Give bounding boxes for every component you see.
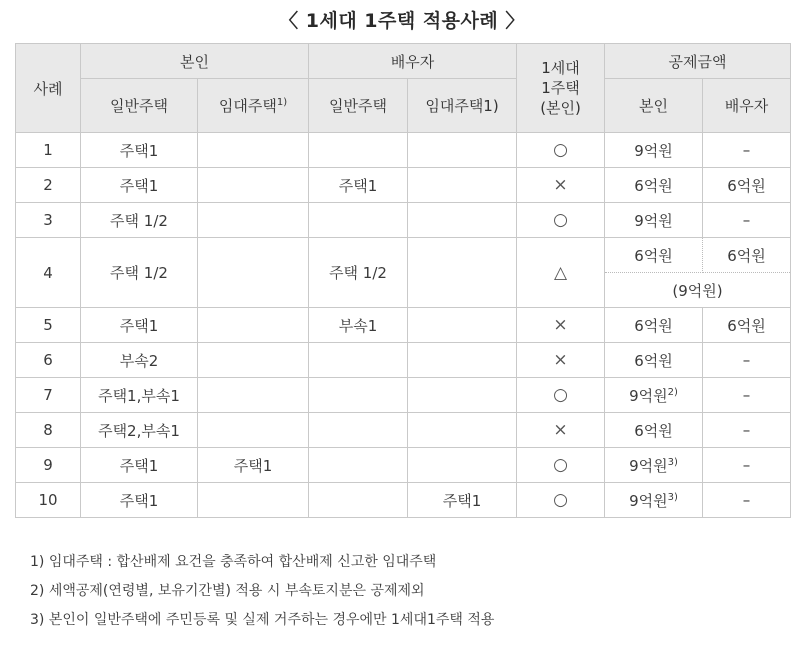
self-general-cell: 주택1 [81,448,198,483]
self-general-cell: 주택1,부속1 [81,378,198,413]
self-rental-cell [198,413,309,448]
deduction-spouse-cell: – [703,343,791,378]
self-rental-cell [198,203,309,238]
table-row [16,448,791,483]
spouse-general-cell: 주택1 [309,168,408,203]
cases-table [15,43,791,518]
self-rental-cell [198,378,309,413]
table-row [16,133,791,168]
self-general-cell: 주택 1/2 [81,238,198,308]
spouse-general-cell [309,483,408,518]
case-number: 1 [16,133,81,168]
case-number: 3 [16,203,81,238]
header-spouse: 배우자 [309,44,517,79]
spouse-rental-cell [408,133,517,168]
one-house-mark: △ [517,238,605,308]
case-number: 6 [16,343,81,378]
header-self-rental: 임대주택$^{1)}$ [198,79,309,133]
table-row [16,238,791,273]
table-row [16,308,791,343]
spouse-general-cell [309,448,408,483]
deduction-combined-cell: (9억원) [605,273,791,308]
deduction-spouse-cell: – [703,378,791,413]
self-rental-cell [198,238,309,308]
spouse-rental-cell [408,238,517,308]
deduction-self-cell: 6억원 [605,238,703,273]
deduction-spouse-cell: 6억원 [703,168,791,203]
case-number: 2 [16,168,81,203]
one-house-mark: × [517,168,605,203]
spouse-rental-cell [408,308,517,343]
case-number: 4 [16,238,81,308]
header-spouse-rental: 임대주택1) [408,79,517,133]
self-rental-cell [198,168,309,203]
page-title: 〈 1세대 1주택 적용사례 〉 [279,10,525,32]
one-house-mark: ○ [517,483,605,518]
self-general-cell: 주택1 [81,168,198,203]
footnote-3: 3) 본인이 일반주택에 주민등록 및 실제 거주하는 경우에만 1세대1주택 적용 [30,612,495,628]
spouse-rental-cell [408,448,517,483]
table-row [16,168,791,203]
case-number: 7 [16,378,81,413]
self-rental-cell [198,483,309,518]
deduction-self-cell: 6억원 [605,343,703,378]
one-house-mark: ○ [517,133,605,168]
one-house-mark: ○ [517,448,605,483]
one-house-mark: × [517,343,605,378]
one-house-mark: × [517,308,605,343]
case-number: 9 [16,448,81,483]
case-number: 8 [16,413,81,448]
one-house-mark: × [517,413,605,448]
header-spouse-general: 일반주택 [309,79,408,133]
spouse-rental-cell [408,203,517,238]
spouse-rental-cell [408,413,517,448]
case-number: 5 [16,308,81,343]
self-general-cell: 주택2,부속1 [81,413,198,448]
spouse-general-cell [309,413,408,448]
header-deduction-self: 본인 [605,79,703,133]
deduction-self-cell: 6억원 [605,413,703,448]
table-row [16,343,791,378]
footnote-2: 2) 세액공제(연령별, 보유기간별) 적용 시 부속토지분은 공제제외 [30,583,425,599]
deduction-spouse-cell: – [703,413,791,448]
self-general-cell: 주택1 [81,308,198,343]
deduction-self-cell: 9억원$^{2)}$ [605,378,703,413]
deduction-self-cell: 9억원$^{3)}$ [605,483,703,518]
spouse-general-cell: 주택 1/2 [309,238,408,308]
table-row [16,203,791,238]
self-general-cell: 주택 1/2 [81,203,198,238]
deduction-spouse-cell: 6억원 [703,308,791,343]
spouse-general-cell: 부속1 [309,308,408,343]
header-one-house: 1세대 1주택 (본인) [517,44,605,133]
self-general-cell: 주택1 [81,483,198,518]
deduction-spouse-cell: – [703,483,791,518]
deduction-self-cell: 9억원 [605,203,703,238]
self-rental-cell: 주택1 [198,448,309,483]
spouse-rental-cell [408,343,517,378]
case-number: 10 [16,483,81,518]
one-house-mark: ○ [517,203,605,238]
spouse-rental-cell [408,378,517,413]
header-self-general: 일반주택 [81,79,198,133]
header-deduction-spouse: 배우자 [703,79,791,133]
spouse-general-cell [309,378,408,413]
self-rental-cell [198,343,309,378]
spouse-rental-cell: 주택1 [408,483,517,518]
spouse-general-cell [309,343,408,378]
one-house-mark: ○ [517,378,605,413]
spouse-general-cell [309,203,408,238]
deduction-self-cell: 6억원 [605,308,703,343]
deduction-self-cell: 9억원 [605,133,703,168]
footnotes [30,548,494,635]
table-row [16,413,791,448]
self-rental-cell [198,133,309,168]
self-rental-cell [198,308,309,343]
spouse-rental-cell [408,168,517,203]
deduction-self-cell: 9억원$^{3)}$ [605,448,703,483]
header-case: 사례 [16,44,81,133]
footnote-1: 1) 임대주택 : 합산배제 요건을 충족하여 합산배제 신고한 임대주택 [30,554,437,570]
deduction-spouse-cell: – [703,203,791,238]
deduction-spouse-cell: – [703,133,791,168]
deduction-spouse-cell: 6억원 [703,238,791,273]
header-self: 본인 [81,44,309,79]
self-general-cell: 부속2 [81,343,198,378]
table-row [16,483,791,518]
deduction-spouse-cell: – [703,448,791,483]
deduction-self-cell: 6억원 [605,168,703,203]
self-general-cell: 주택1 [81,133,198,168]
spouse-general-cell [309,133,408,168]
header-deduction: 공제금액 [605,44,791,79]
table-row [16,378,791,413]
